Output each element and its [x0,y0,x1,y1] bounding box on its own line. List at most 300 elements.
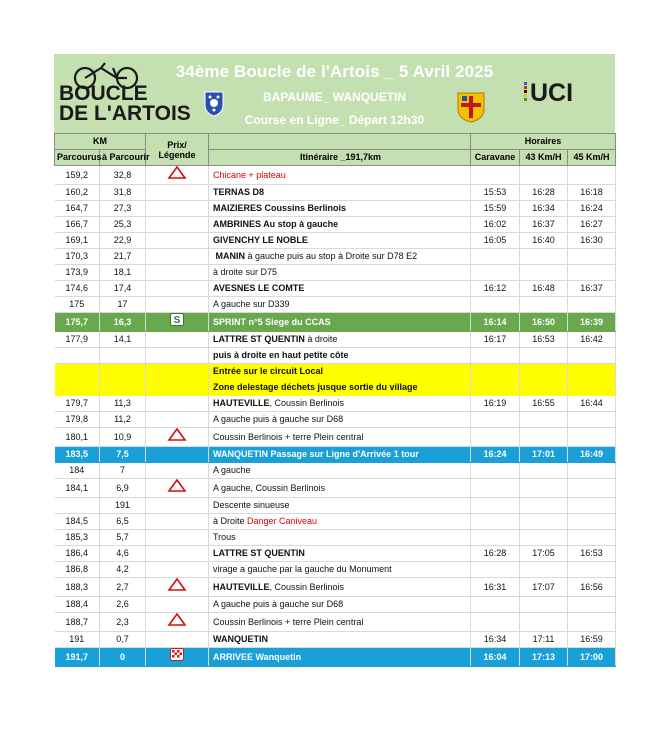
itinerary-cell [209,217,471,233]
itinerary-text: , Coussin Berlinois [269,581,345,592]
header-km: KM [55,134,146,150]
time-43kmh [520,364,568,380]
itinerary-text: à Droite [213,516,248,526]
svg-text:S: S [173,315,181,326]
km-parcourus: 169,1 [55,233,100,249]
time-43kmh: 16:40 [520,233,568,249]
itinerary-text: SPRINT n°5 Siege du CCAS [213,316,331,327]
time-43kmh [520,265,568,281]
itinerary-table [54,133,616,667]
legend-cell [146,428,209,447]
km-a-parcourir: 191 [100,498,146,514]
itinerary-cell [209,530,471,546]
km-parcourus: 173,9 [55,265,100,281]
time-45kmh: 16:24 [568,201,616,217]
header-a-parcourir: à Parcourir [100,150,146,166]
time-45kmh [568,428,616,447]
itinerary-rows [55,166,616,667]
km-a-parcourir: 7,5 [100,447,146,463]
itinerary-text: Danger Caniveau [247,516,318,526]
km-a-parcourir [100,380,146,396]
itinerary-text: ARRIVEE Wanquetin [213,651,302,662]
table-row [55,648,616,667]
itinerary-text: à droite [304,334,338,344]
time-43kmh: 17:05 [520,546,568,562]
km-a-parcourir [100,348,146,364]
course-label: Course en Ligne_ Départ 12h30 [244,113,425,127]
time-45kmh [568,514,616,530]
itinerary-cell [209,597,471,613]
itinerary-text: WANQUETIN [213,634,268,644]
itinerary-text: HAUTEVILLE [213,398,270,408]
itinerary-text: HAUTEVILLE [213,581,270,592]
itinerary-text: A gauche [213,465,251,475]
table-row [55,530,616,546]
finish-flag-icon [170,648,184,666]
time-caravane [471,463,520,479]
table-row [55,479,616,498]
time-caravane [471,514,520,530]
time-caravane: 16:28 [471,546,520,562]
itinerary-text: TERNAS D8 [213,187,265,197]
header-parcourus: Parcourus [55,150,100,166]
table-row [55,562,616,578]
table-row [55,447,616,463]
itinerary-cell [209,380,471,396]
time-43kmh [520,514,568,530]
itinerary-cell [209,364,471,380]
table-header-row-1 [55,134,616,150]
itinerary-text: virage a gauche par la gauche du Monument [213,564,392,574]
time-45kmh: 17:00 [568,648,616,667]
time-caravane: 15:59 [471,201,520,217]
race-title: 34ème Boucle de l'Artois _ 5 Avril 2025 [175,62,494,81]
km-a-parcourir: 17 [100,297,146,313]
time-43kmh [520,498,568,514]
time-45kmh: 16:56 [568,578,616,597]
time-caravane [471,562,520,578]
km-parcourus: 179,7 [55,396,100,412]
legend-cell [146,613,209,632]
itinerary-cell [209,249,471,265]
time-caravane [471,498,520,514]
itinerary-text: à gauche puis au stop à Droite sur D78 E2 [245,251,418,261]
time-43kmh [520,412,568,428]
time-45kmh [568,166,616,185]
km-parcourus: 191,7 [55,648,100,667]
time-caravane: 16:31 [471,578,520,597]
km-a-parcourir: 5,7 [100,530,146,546]
time-45kmh [568,498,616,514]
time-43kmh [520,297,568,313]
itinerary-cell [209,297,471,313]
km-parcourus: 170,3 [55,249,100,265]
svg-text:DE L'ARTOIS: DE L'ARTOIS [59,102,191,125]
time-caravane [471,348,520,364]
km-a-parcourir: 4,6 [100,546,146,562]
legend-cell [146,530,209,546]
time-43kmh [520,479,568,498]
time-45kmh [568,562,616,578]
km-parcourus: 179,8 [55,412,100,428]
itinerary-text: à droite sur D75 [213,267,278,277]
table-row [55,348,616,364]
table-row [55,396,616,412]
time-caravane: 16:17 [471,332,520,348]
itinerary-text: MANIN [213,251,245,261]
itinerary-text: Trous [213,532,236,542]
km-parcourus: 177,9 [55,332,100,348]
warning-triangle-icon [168,613,186,631]
km-a-parcourir: 21,7 [100,249,146,265]
legend-cell [146,217,209,233]
time-43kmh: 16:53 [520,332,568,348]
time-caravane: 15:53 [471,185,520,201]
table-row [55,380,616,396]
table-row [55,233,616,249]
itinerary-text: Coussin Berlinois + terre Plein central [213,616,364,627]
itinerary-text: Zone delestage déchets jusque sortie du village [213,382,418,392]
time-45kmh [568,265,616,281]
time-caravane: 16:19 [471,396,520,412]
km-parcourus: 164,7 [55,201,100,217]
itinerary-text: Entrée sur le circuit Local [213,366,324,376]
time-caravane [471,380,520,396]
itinerary-cell [209,332,471,348]
time-43kmh [520,613,568,632]
time-caravane: 16:12 [471,281,520,297]
km-parcourus: 186,8 [55,562,100,578]
time-43kmh [520,597,568,613]
legend-cell [146,648,209,667]
km-a-parcourir: 27,3 [100,201,146,217]
time-caravane: 16:04 [471,648,520,667]
itinerary-cell [209,166,471,185]
svg-text:BOUCLE: BOUCLE [59,82,148,105]
time-caravane: 16:34 [471,632,520,648]
time-caravane [471,530,520,546]
km-a-parcourir: 0,7 [100,632,146,648]
km-parcourus: 185,3 [55,530,100,546]
header-horaires: Horaires [471,134,616,150]
time-caravane: 16:02 [471,217,520,233]
itinerary-cell [209,562,471,578]
table-row [55,281,616,297]
warning-triangle-icon [168,166,186,184]
time-43kmh: 17:11 [520,632,568,648]
km-a-parcourir: 10,9 [100,428,146,447]
km-parcourus [55,498,100,514]
svg-text:UCI: UCI [530,79,574,107]
time-45kmh [568,463,616,479]
itinerary-cell [209,447,471,463]
km-a-parcourir: 18,1 [100,265,146,281]
itinerary-cell [209,396,471,412]
table-row [55,364,616,380]
km-a-parcourir: 22,9 [100,233,146,249]
itinerary-text: A gauche puis à gauche sur D68 [213,414,344,424]
time-45kmh [568,348,616,364]
time-45kmh: 16:37 [568,281,616,297]
km-parcourus: 191 [55,632,100,648]
itinerary-text: GIVENCHY LE NOBLE [213,235,308,245]
time-caravane [471,265,520,281]
table-row [55,265,616,281]
itinerary-cell [209,546,471,562]
km-a-parcourir: 0 [100,648,146,667]
table-row [55,217,616,233]
km-parcourus: 184,1 [55,479,100,498]
legend-cell [146,166,209,185]
table-row [55,313,616,332]
time-caravane [471,249,520,265]
crest-left-icon [204,91,224,117]
time-43kmh [520,562,568,578]
itinerary-cell [209,578,471,597]
itinerary-text: AMBRINES Au stop à gauche [213,219,339,229]
time-45kmh [568,380,616,396]
time-45kmh: 16:18 [568,185,616,201]
itinerary-cell [209,313,471,332]
km-parcourus [55,364,100,380]
time-45kmh [568,297,616,313]
itinerary-cell [209,265,471,281]
uci-logo [524,76,596,107]
time-caravane [471,597,520,613]
km-a-parcourir: 2,7 [100,578,146,597]
time-45kmh [568,530,616,546]
legend-cell [146,396,209,412]
table-row [55,463,616,479]
km-parcourus: 180,1 [55,428,100,447]
time-caravane [471,479,520,498]
itinerary-text: A gauche, Coussin Berlinois [213,482,326,493]
time-43kmh [520,348,568,364]
table-row [55,546,616,562]
legend-cell [146,185,209,201]
itinerary-text: Chicane + plateau [213,169,286,180]
itinerary-cell [209,613,471,632]
km-a-parcourir: 25,3 [100,217,146,233]
km-parcourus: 160,2 [55,185,100,201]
legend-cell [146,632,209,648]
km-a-parcourir: 11,3 [100,396,146,412]
time-45kmh [568,613,616,632]
warning-triangle-icon [168,578,186,596]
route-label: BAPAUME_ WANQUETIN [262,90,407,104]
header-blank [209,134,471,150]
km-a-parcourir: 4,2 [100,562,146,578]
km-parcourus: 175 [55,297,100,313]
time-caravane [471,364,520,380]
roadbook-sheet [54,54,615,667]
km-a-parcourir: 6,5 [100,514,146,530]
time-45kmh [568,597,616,613]
legend-cell [146,265,209,281]
legend-cell [146,313,209,332]
time-caravane: 16:24 [471,447,520,463]
time-43kmh [520,530,568,546]
table-row [55,632,616,648]
time-45kmh [568,249,616,265]
header-caravane: Caravane [471,150,520,166]
km-parcourus: 174,6 [55,281,100,297]
time-45kmh [568,479,616,498]
km-parcourus [55,380,100,396]
km-a-parcourir: 14,1 [100,332,146,348]
km-parcourus [55,348,100,364]
time-43kmh [520,428,568,447]
km-a-parcourir: 32,8 [100,166,146,185]
time-43kmh: 16:50 [520,313,568,332]
header-45kmh: 45 Km/H [568,150,616,166]
km-parcourus: 166,7 [55,217,100,233]
time-43kmh: 17:13 [520,648,568,667]
itinerary-cell [209,412,471,428]
time-43kmh: 16:48 [520,281,568,297]
itinerary-cell [209,348,471,364]
km-a-parcourir: 6,9 [100,479,146,498]
itinerary-text: WANQUETIN Passage sur Ligne d'Arrivée 1 tour [213,449,419,459]
table-row [55,597,616,613]
table-row [55,578,616,597]
km-a-parcourir: 2,3 [100,613,146,632]
table-row [55,201,616,217]
itinerary-text: A gauche puis à gauche sur D68 [213,599,344,609]
km-parcourus: 184,5 [55,514,100,530]
itinerary-cell [209,648,471,667]
itinerary-text: , Coussin Berlinois [269,398,345,408]
km-a-parcourir: 16,3 [100,313,146,332]
time-caravane [471,613,520,632]
time-43kmh [520,463,568,479]
table-row [55,297,616,313]
table-row [55,498,616,514]
time-45kmh: 16:27 [568,217,616,233]
itinerary-cell [209,233,471,249]
itinerary-text: puis à droite en haut petite côte [213,350,349,360]
table-row [55,332,616,348]
table-row [55,613,616,632]
km-a-parcourir: 7 [100,463,146,479]
itinerary-cell [209,498,471,514]
legend-cell [146,447,209,463]
km-parcourus: 175,7 [55,313,100,332]
legend-cell [146,348,209,364]
time-45kmh [568,412,616,428]
warning-triangle-icon [168,428,186,446]
legend-cell [146,332,209,348]
time-43kmh: 16:28 [520,185,568,201]
itinerary-cell [209,201,471,217]
km-parcourus: 159,2 [55,166,100,185]
legend-cell [146,479,209,498]
km-a-parcourir: 2,6 [100,597,146,613]
table-row [55,412,616,428]
time-43kmh: 16:55 [520,396,568,412]
time-caravane: 16:14 [471,313,520,332]
legend-cell [146,249,209,265]
header-43kmh: 43 Km/H [520,150,568,166]
km-a-parcourir: 31,8 [100,185,146,201]
km-parcourus: 188,7 [55,613,100,632]
legend-cell [146,514,209,530]
legend-cell [146,498,209,514]
legend-cell [146,201,209,217]
legend-cell [146,281,209,297]
sprint-icon [170,313,184,331]
table-row [55,428,616,447]
warning-triangle-icon [168,479,186,497]
itinerary-cell [209,463,471,479]
time-43kmh [520,380,568,396]
time-45kmh: 16:49 [568,447,616,463]
km-a-parcourir: 17,4 [100,281,146,297]
time-43kmh [520,166,568,185]
time-caravane [471,166,520,185]
itinerary-cell [209,185,471,201]
time-43kmh [520,249,568,265]
km-parcourus: 188,3 [55,578,100,597]
time-45kmh: 16:44 [568,396,616,412]
km-parcourus: 183,5 [55,447,100,463]
time-45kmh: 16:53 [568,546,616,562]
legend-cell [146,233,209,249]
legend-cell [146,297,209,313]
time-caravane [471,428,520,447]
header-banner [54,54,615,133]
km-a-parcourir: 11,2 [100,412,146,428]
time-43kmh: 16:37 [520,217,568,233]
itinerary-text: LATTRE ST QUENTIN [213,334,305,344]
time-45kmh [568,364,616,380]
itinerary-text: A gauche sur D339 [213,299,290,309]
time-43kmh: 16:34 [520,201,568,217]
header-prix: Prix/ Légende [146,134,209,166]
crest-right-icon [457,92,485,123]
km-parcourus: 188,4 [55,597,100,613]
table-row [55,166,616,185]
legend-cell [146,463,209,479]
itinerary-text: MAIZIERES Coussins Berlinois [213,203,347,213]
itinerary-text: Descente sinueuse [213,500,290,510]
itinerary-text: LATTRE ST QUENTIN [213,548,305,558]
km-parcourus: 184 [55,463,100,479]
legend-cell [146,412,209,428]
time-43kmh: 17:07 [520,578,568,597]
legend-cell [146,578,209,597]
itinerary-cell [209,281,471,297]
itinerary-text: AVESNES LE COMTE [213,283,305,293]
legend-cell [146,597,209,613]
time-caravane [471,412,520,428]
legend-cell [146,364,209,380]
time-caravane [471,297,520,313]
time-43kmh: 17:01 [520,447,568,463]
table-header-row-2 [55,150,616,166]
table-row [55,249,616,265]
legend-cell [146,546,209,562]
itinerary-cell [209,428,471,447]
legend-cell [146,562,209,578]
legend-cell [146,380,209,396]
time-45kmh: 16:30 [568,233,616,249]
itinerary-cell [209,632,471,648]
time-45kmh: 16:59 [568,632,616,648]
itinerary-text: Coussin Berlinois + terre Plein central [213,431,364,442]
time-45kmh: 16:39 [568,313,616,332]
time-caravane: 16:05 [471,233,520,249]
